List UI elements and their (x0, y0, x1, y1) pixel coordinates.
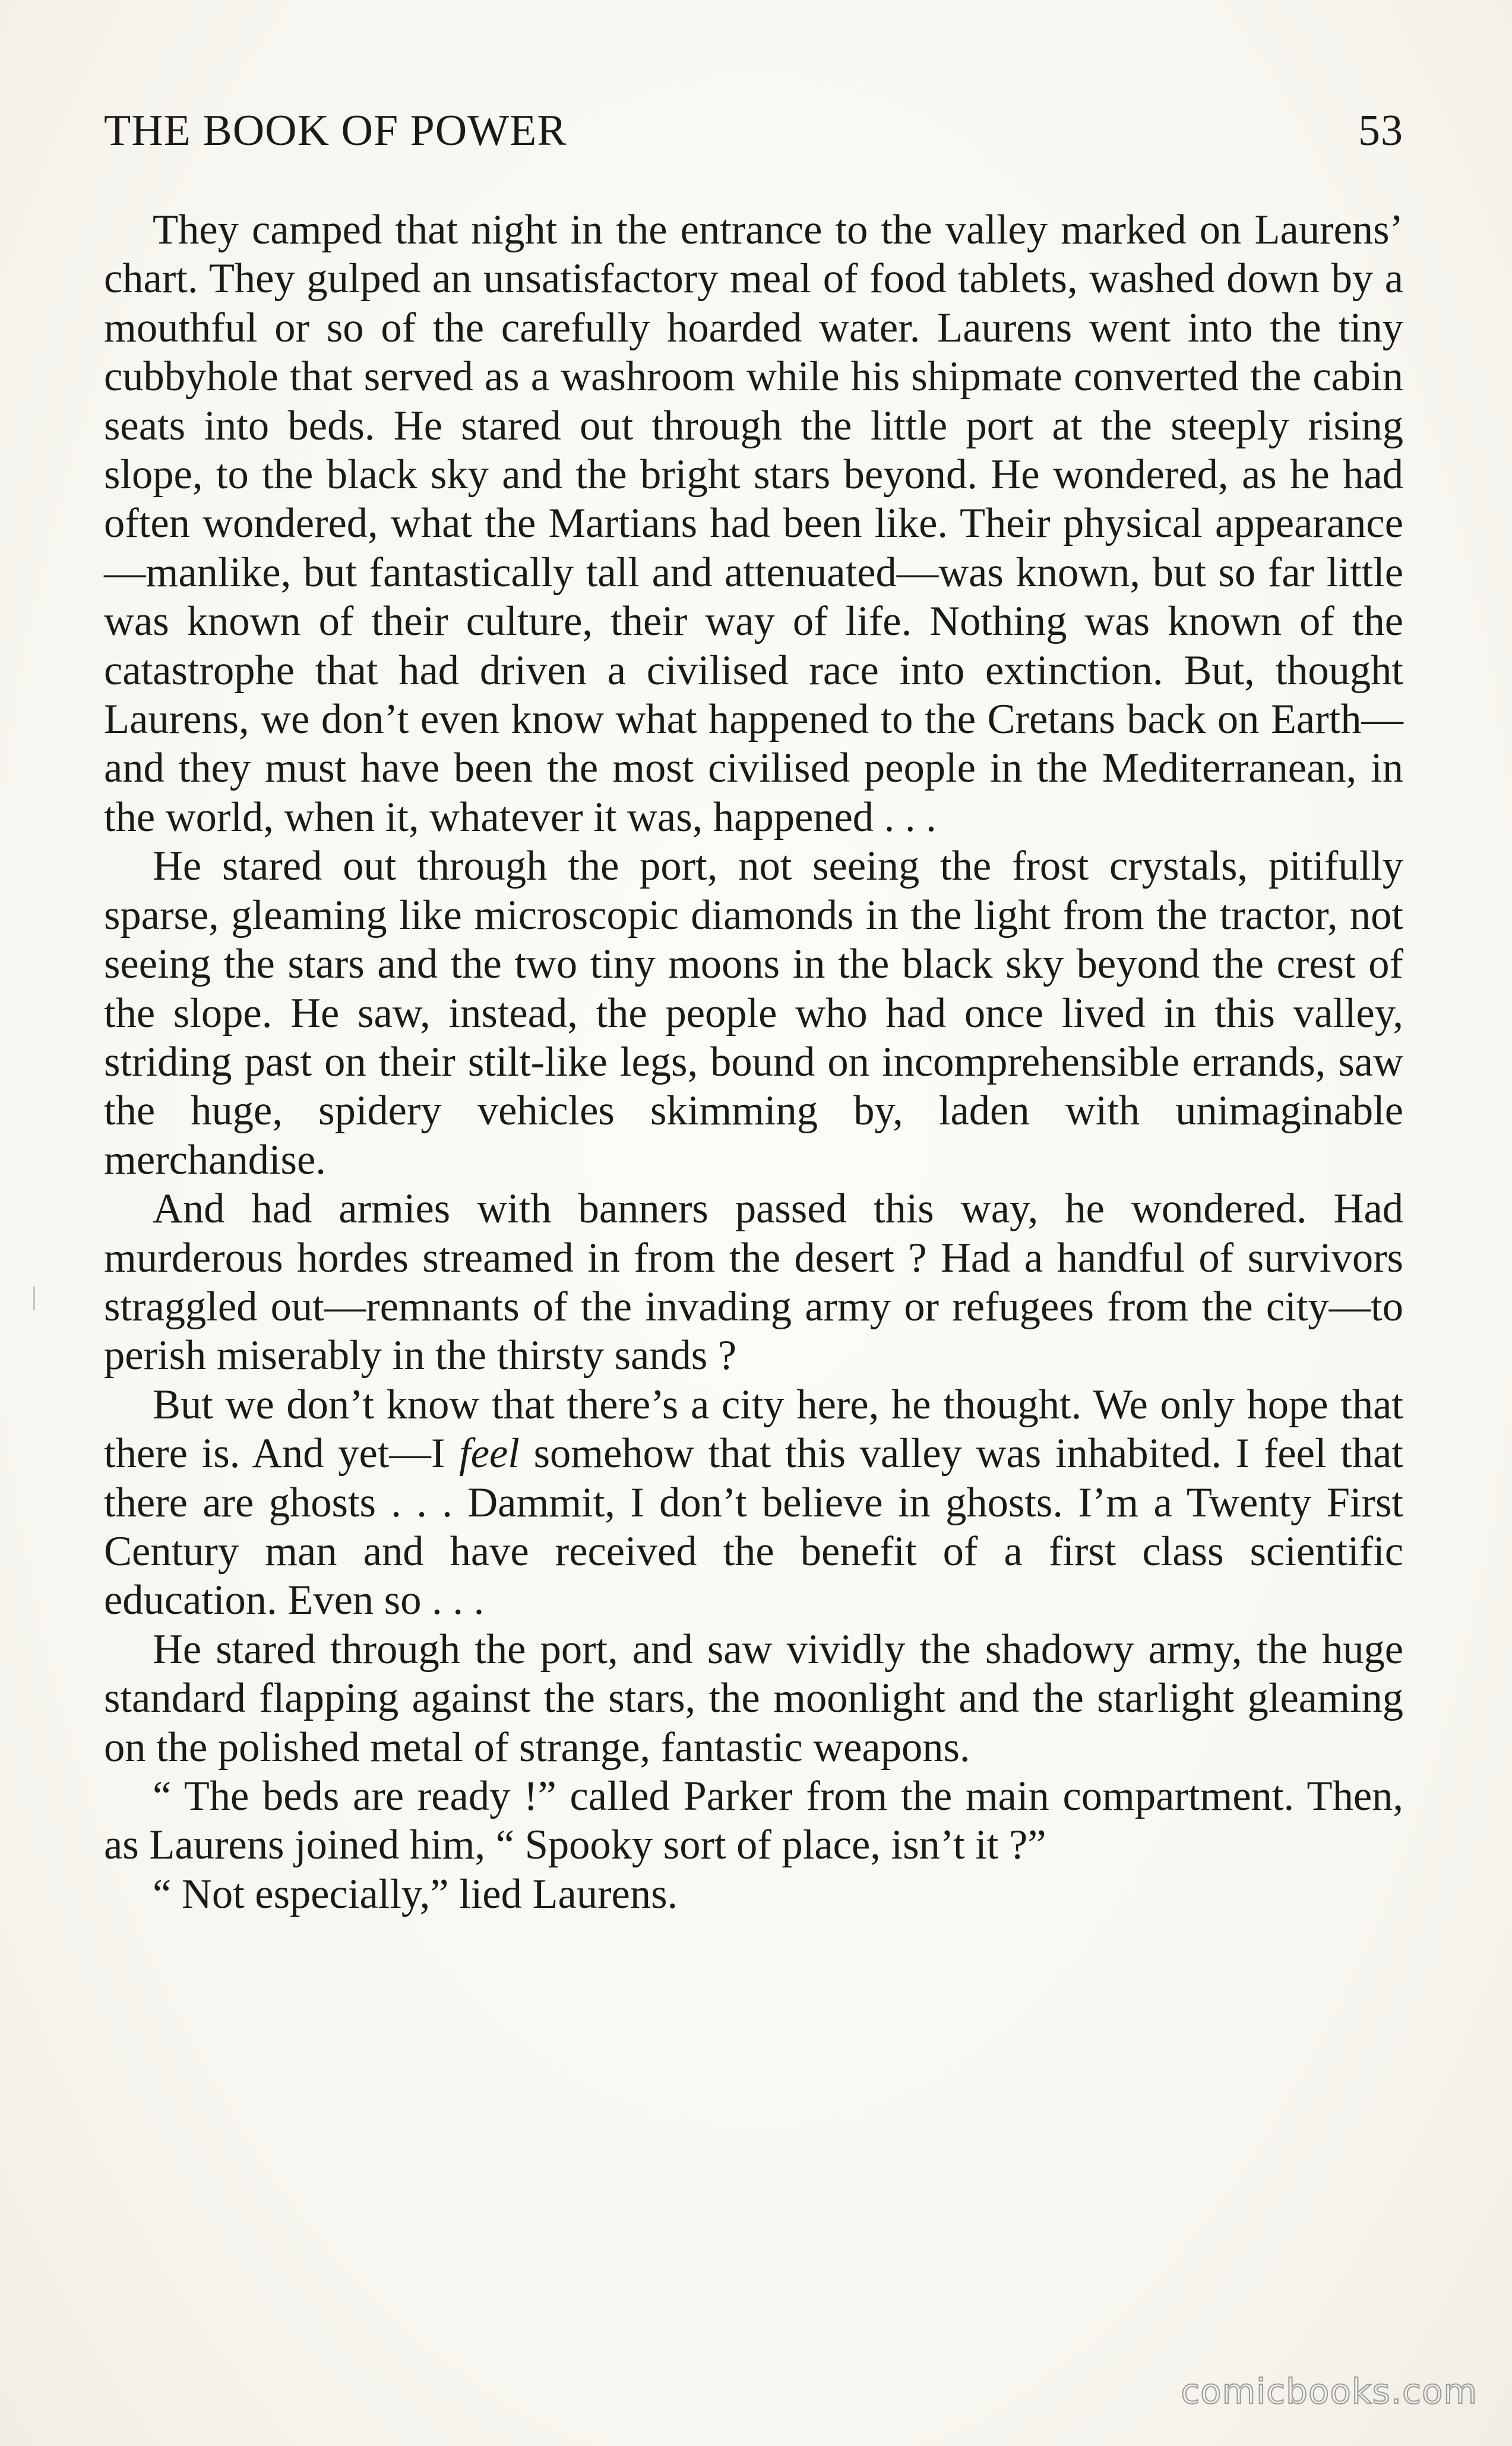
paragraph-2: He stared out through the port, not seeing the frost crystals, pitifully sparse, gleaming like microscopic diamonds in the light from the tractor, not seeing the stars and the two tiny moons in the black sky beyond the crest of the slope. He saw, instead, the people who had once lived in this valley, striding past on their stilt-like legs, bound on incomprehensible errands, saw the huge, spidery vehicles skimming by, laden with unimaginable merchandise. (104, 843, 1403, 1183)
page-number: 53 (1358, 106, 1403, 155)
running-head (104, 106, 1403, 165)
paragraph-4-part-1: But we don’t know that there’s a city here, he thought. We only hope that there is. And yet—I (104, 1381, 1403, 1477)
paragraph-6: “ The beds are ready !” called Parker from the main compartment. Then, as Laurens joined him, “ Spooky sort of place, isn’t it ?” (104, 1773, 1403, 1869)
paragraph-7: “ Not especially,” lied Laurens. (153, 1870, 678, 1917)
paragraph-5: He stared through the port, and saw vividly the shadowy army, the huge standard flapping against the stars, the moonlight and the starlight gleaming on the polished metal of strange, fantastic weapons. (104, 1626, 1403, 1771)
paragraph-4-part-2: somehow that this valley was inhabited. I feel that there are ghosts . . . Dammit, I don’t believe in ghosts. I’m a Twenty First Century man and have received the benefit of a first class scientific education. Even so . . . (104, 1430, 1403, 1624)
emphasis-feel: feel (459, 1430, 520, 1477)
paragraph-4 (104, 1380, 1403, 1625)
margin-mark (33, 1287, 35, 1310)
running-head-title: THE BOOK OF POWER (104, 106, 567, 155)
paragraph-1: They camped that night in the entrance to the valley marked on Laurens’ chart. They gulped an unsatisfactory meal of food tablets, washed down by a mouthful or so of the carefully hoarded water. Laurens went into the tiny cubbyhole that served as a washroom while his shipmate converted the cabin seats into beds. He stared out through the little port at the steeply rising slope, to the black sky and the bright stars beyond. He wondered, as he had often wondered, what the Martians had been like. Their physical appearance—manlike, but fantastically tall and attenuated—was known, but so far little was known of their culture, their way of life. Nothing was known of the catastrophe that had driven a civilised race into extinction. But, thought Laurens, we don’t even know what happened to the Cretans back on Earth—and they must have been the most civilised people in the Mediterranean, in the world, when it, whatever it was, happened . . . (104, 207, 1403, 840)
watermark: comicbooks.com (1181, 2371, 1478, 2412)
body-text (104, 206, 1403, 1919)
paragraph-3: And had armies with banners passed this way, he wondered. Had murderous hordes streamed in from the desert ? Had a handful of survivors straggled out—remnants of the invading army or refugees from the city—to perish miserably in the thirsty sands ? (104, 1186, 1403, 1379)
